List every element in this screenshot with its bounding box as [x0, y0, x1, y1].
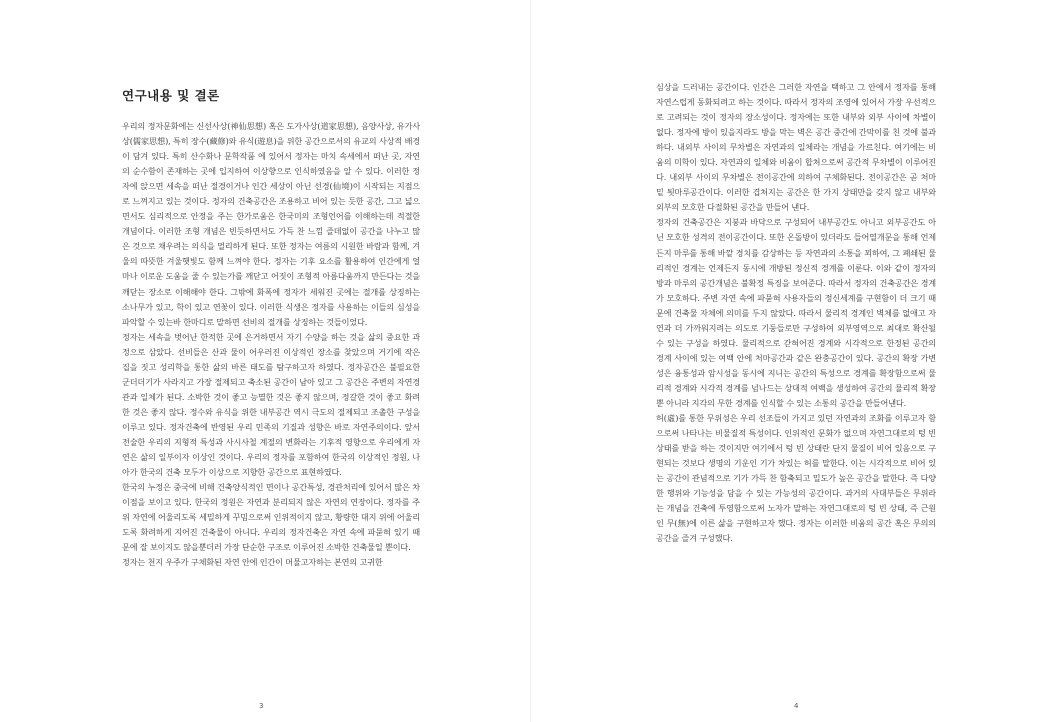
paragraph: 정자는 세속을 벗어난 한적한 곳에 은거하면서 자기 수양을 하는 것을 삶의 중요한 과정으로 삼았다. 선비들은 산과 물이 어우러진 이상적인 장소를 찾았으며 거기에 작은 집을 짓고 성리학을 통한 삶의 바른 태도를 탐구하고자 하였다. 정자공간은 불필요한 군더더기가 사라지고 가장 절제되고 축소된 공간이 남아 있고 그 공간은 주변의 자연경관과 일체가 된다. 소박한 것이 좋고 능멸한 것은 좋지 않으며, 정갈한 것이 좋고 화려한 것은 좋지 않다. 정수와 유식을 위한 내부공간 역시 극도의 절제되고 조촐한 구성을 이루고 있다. 정자건축에 반영된 우리 민족의 기질과 성향은 바로 자연주의이다. 앞서 전술한 우리의 지형적 특성과 사시사철 계절의 변화라는 기후적 영향으로 우리에게 자연은 삶의 일부이자 이상인 것이다. 우리의 정자를 포함하여 한국의 이상적인 정원, 나아가 한국의 건축 모두가 이상으로 지향한 공간으로 표현하였다.	[122, 331, 420, 478]
right-page-body	[656, 80, 936, 546]
paragraph: 정자는 천지 우주가 구체화된 자연 안에 인간이 머물고자하는 본연의 고귀한	[122, 557, 383, 568]
left-page	[0, 0, 530, 722]
section-heading: 연구내용 및 결론	[122, 88, 220, 103]
paragraph: 한국의 누정은 중국에 비해 건축양식적인 면이나 공간특성, 경관처리에 있어서 많은 차이점을 보이고 있다. 한국의 정원은 자연과 분리되지 않은 자연의 연장이다. 정자를 주위 자연에 어울리도록 세밀하게 꾸밈으로써 인위적이지 않고, 황량한 대지 위에 어울리도록 화려하게 지어진 건축물이 아니다. 우리의 정자건축은 자연 속에 파묻혀 있기 때문에 잘 보이지도 않을뿐더러 가장 단순한 구조로 이루어진 소박한 건축물일 뿐이다.	[122, 482, 420, 553]
right-page	[531, 0, 1061, 722]
page-number: 4	[794, 702, 799, 710]
paragraph: 허(虛)를 통한 무위성은 우리 선조들이 가지고 있던 자연과의 조화를 이루고자 함으로써 나타나는 비물질적 특성이다. 인위적인 문화가 없으며 자연그대로의 텅 빈 상태를 받을 하는 것이지만 여기에서 텅 빈 상태란 단지 물질이 비어 있음으로 구현되는 것보다 생명의 기운인 기가 차있는 허를 말한다. 이는 시각적으로 비어 있는 공간이 관념적으로 기가 가득 찬 함축되고 밀도가 높은 공간을 말한다. 즉 다양한 행위와 기능성을 담을 수 있는 가능성의 공간이다. 과거의 사대부들은 무위라는 개념을 건축에 투영함으로써 노자가 말하는 자연그대로의 텅 빈 상태, 즉 근원인 무(無)에 이른 삶을 구현하고자 했다. 정자는 이러한 비움의 공간 혹은 무의의 공간을 즐겨 구성했다.	[656, 413, 936, 544]
page-number: 3	[259, 702, 264, 710]
left-page-body	[122, 119, 420, 570]
paragraph: 우리의 정자문화에는 신선사상(神仙思想) 혹은 도가사상(道家思想), 음양사상, 유가사상(儒家思想), 특히 장수(藏修)와 유식(遊息)을 위한 공간으로서의 유교의 사상적 배경이 담겨 있다. 특히 산수화나 문학작품 에 있어서 정자는 마치 속세에서 떠난 곳, 자연의 순수함이 존재하는 곳에 입지하여 이상향으로 인식하였음을 알 수 있다. 이러한 정자에 앉으면 세속을 떠난 절경이거나 인간 세상이 아닌 선경(仙境)이 시작되는 지점으로 느껴지고 있는 것이다. 정자의 건축공간은 조용하고 비어 있는 듯한 공간, 그고 넓으면서도 심리적으로 안정을 주는 한가로움은 한국미의 조형언어를 이해하는데 적절한 개념이다. 이러한 조형 개념은 빈듯하면서도 가득 찬 느낌 즐데없이 공간을 나누고 많은 것으로 채우려는 의식을 멀리하게 된다. 또한 정자는 여름의 시원한 바람과 함께, 겨울의 따뜻한 겨울햇빛도 함께 느껴야 한다. 정자는 기후 요소를 활용하여 인간에게 얼마나 이로운 도움을 줄 수 있는가를 깨닫고 어짓이 조형적 아름다움까지 만든다는 것을 깨닫는 장소로 이해해야 한다. 그밖에 화폭에 정자가 세워진 곳에는 절개를 상징하는 소나무가 있고, 학이 있고 연꽃이 있다. 이러한 식생은 정자를 사용하는 이들의 심성을 파악할 수 있는바 한마디로 말하면 선비의 절개를 상징하는 것들이었다.	[122, 121, 420, 327]
paragraph: 정자의 건축공간은 지붕과 바닥으로 구성되어 내부공간도 아니고 외부공간도 아닌 모호한 성격의 전이공간이다. 또한 온돌방이 있더라도 들어열개문을 통해 언제든지 마루를 통해 바깥 경치를 감상하는 등 자연과의 소통을 꾀하여, 그 폐쇄된 물리적인 경계는 언제든지 동시에 개방된 정신적 경계를 이룬다. 이와 같이 정자의 방과 마루의 공간개념은 불확정 특징을 보여준다. 따라서 정자의 건축공간은 경계가 모호하다. 주변 자연 속에 파묻혀 사용자들의 정신세계를 구현함이 더 크기 때문에 건축물 자체에 의미를 두지 않았다. 따라서 물리적 경계인 벽체를 없애고 자연과 더 가까워지려는 의도로 기둥들로만 구성하여 외부영역으로 최대로 확산될 수 있는 구성을 하였다. 물리적으로 갇혀어진 경계와 시각적으로 한정된 공간의 경계 사이에 있는 여백 안에 처마공간과 같은 완충공간이 있다. 공간의 확장 가변성은 융통성과 암시성을 동시에 지니는 공간의 특성으로 경계를 확장함으로써 물리적 경계와 시각적 경계를 넘나드는 상대적 여백을 생성하여 공간의 물리적 확장뿐 아니라 지각의 무한 경계를 인식할 수 있는 소통의 공간을 만들어낸다.	[656, 217, 936, 408]
paragraph: 심상을 드러내는 공간이다. 인간은 그러한 자연을 택하고 그 안에서 정자를 통해 자연스럽게 동화되려고 하는 것이다. 따라서 정자의 조영에 있어서 가장 우선적으로 고려되는 것이 정자의 장소성이다. 정자에는 또한 내부와 외부 사이에 차별이 없다. 정자에 방이 있을지라도 방을 막는 벽은 공간 중간에 간막이를 친 것에 불과하다. 내외부 사이의 무차별은 자연과의 일체라는 개념을 가르친다. 여기에는 비움의 미학이 있다. 자연과의 일체와 비움이 합쳐으로써 공간적 무차별이 이루어진다. 내외부 사이의 무차별은 전이공간에 의하여 구체화된다. 전이공간은 곧 처마 밑 툇마루공간이다. 이러한 겹쳐지는 공간은 한 가지 상태만을 갖지 않고 내부와 외부의 모호한 다절화된 공간을 만들어 낸다.	[656, 82, 936, 213]
